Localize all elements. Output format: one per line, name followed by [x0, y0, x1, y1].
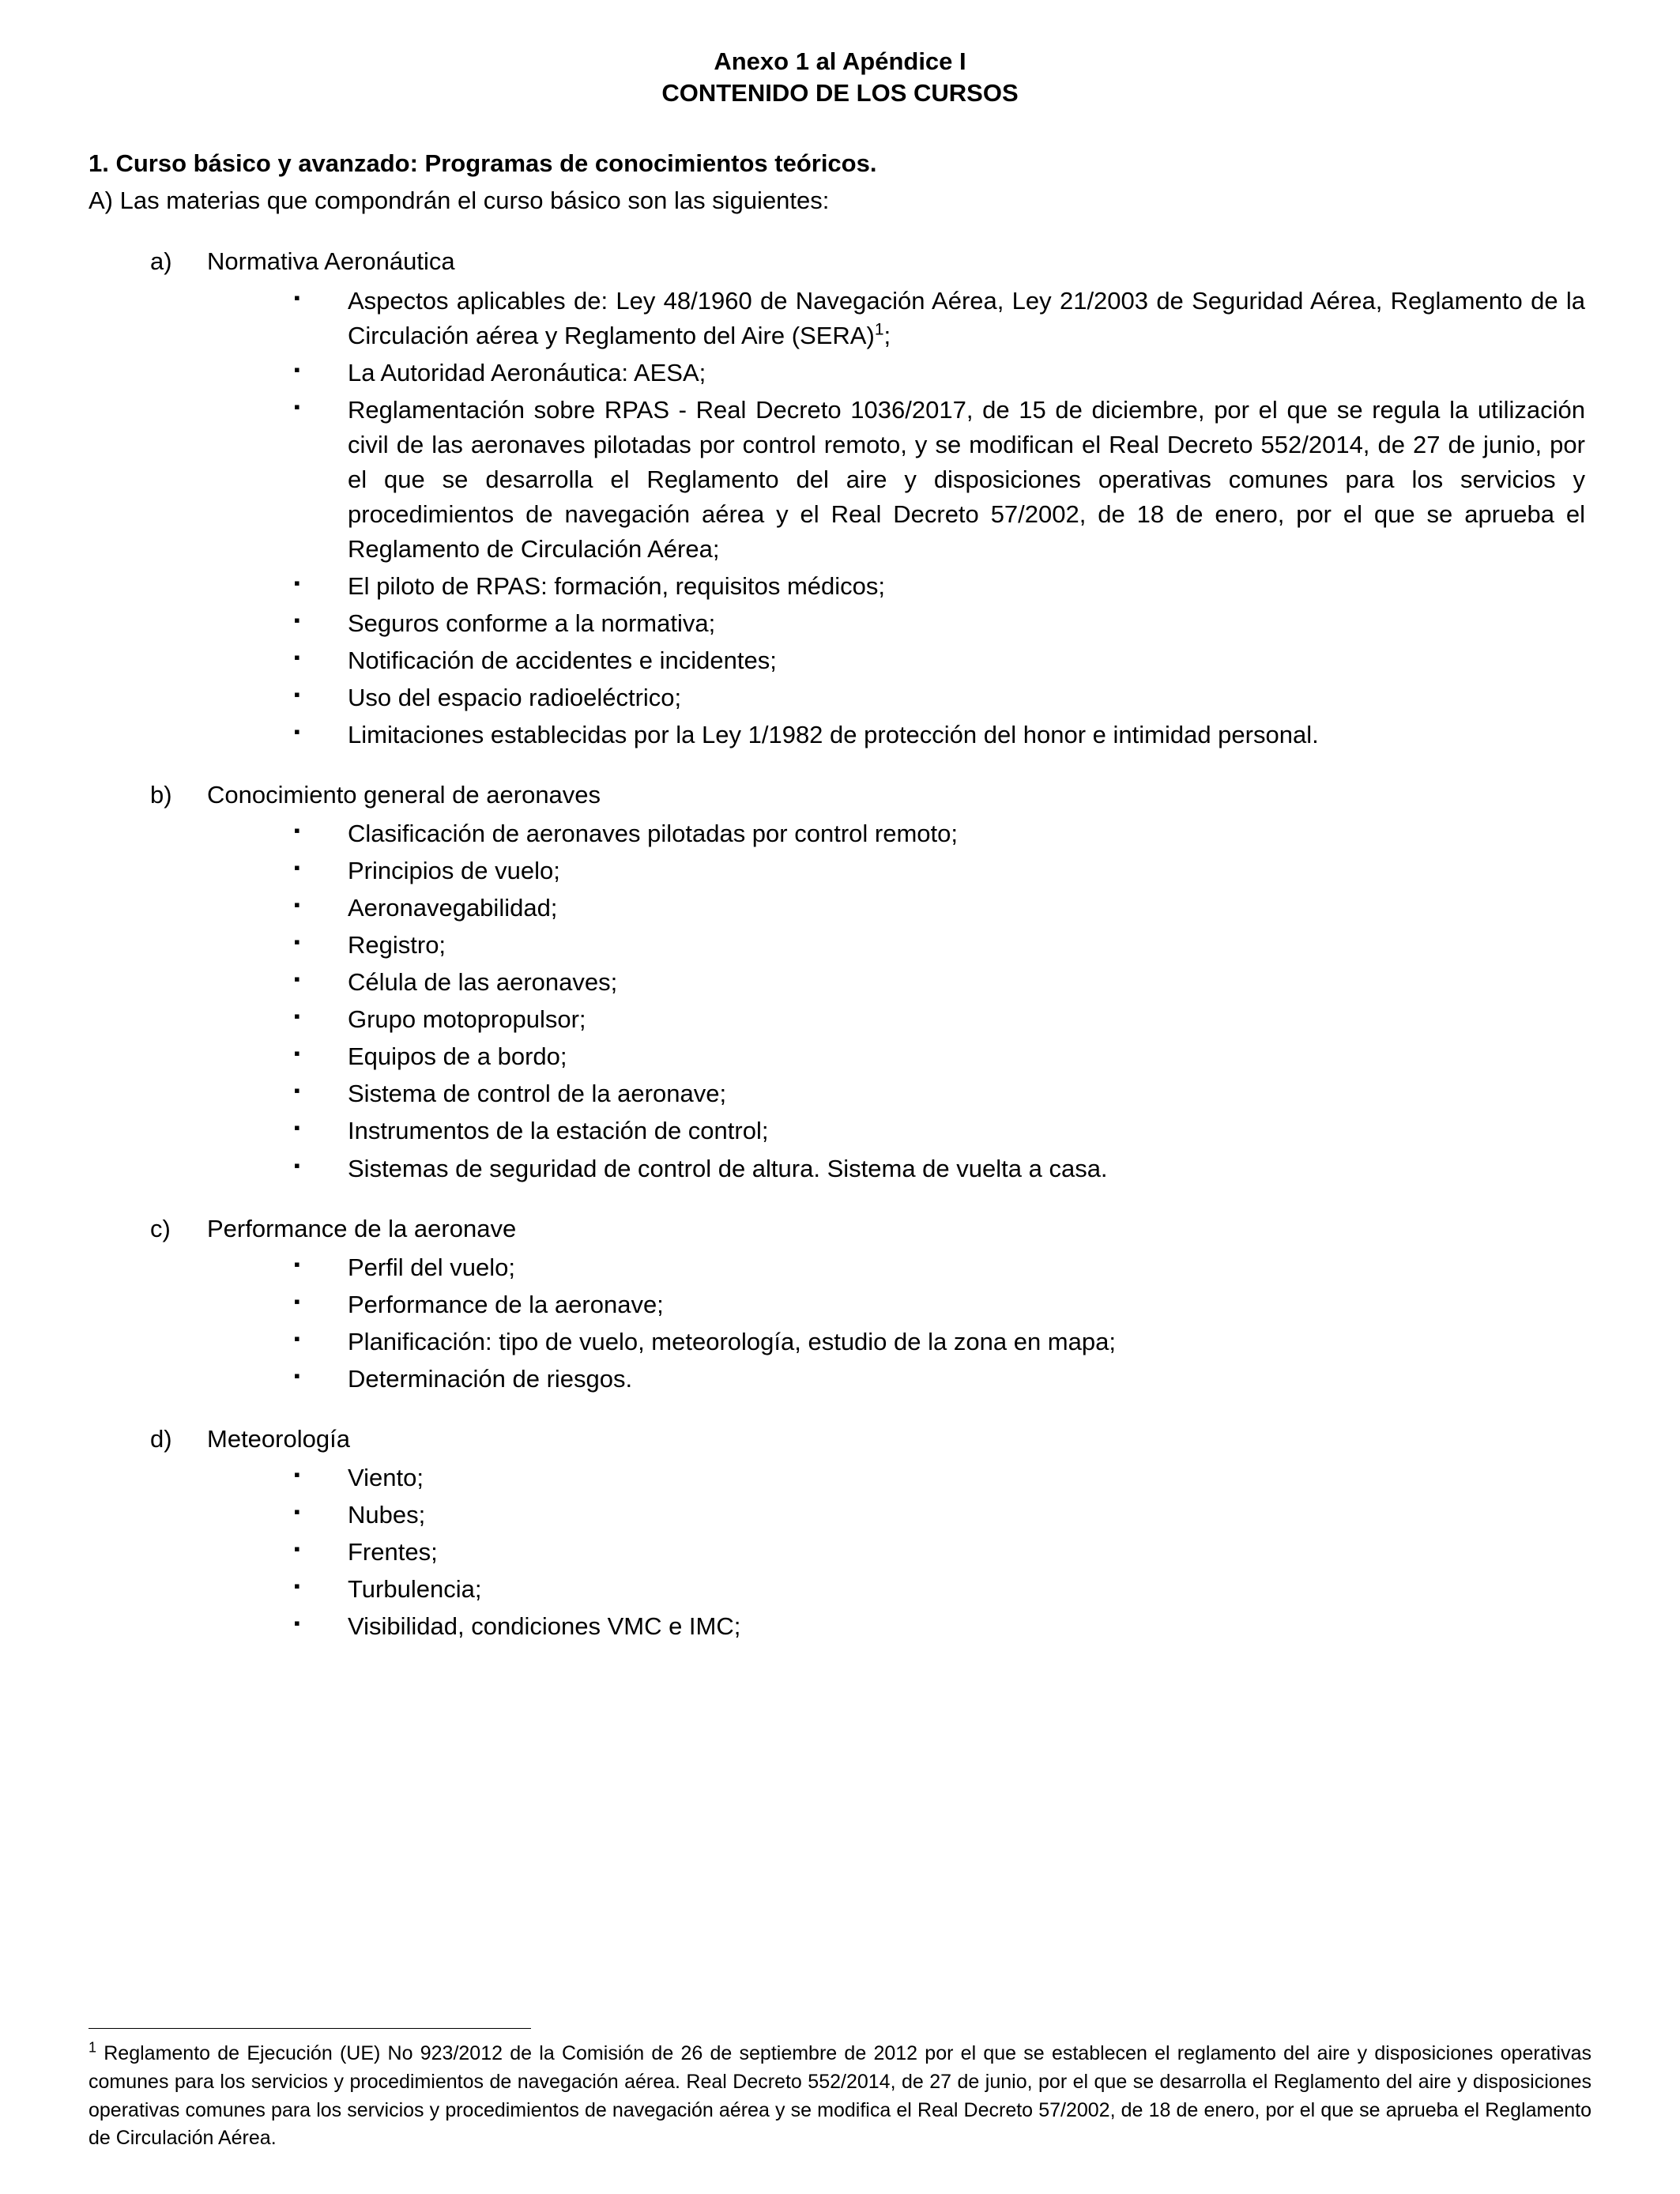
group-title: Meteorología	[207, 1424, 350, 1453]
bullet-square-icon: ▪	[294, 647, 300, 667]
bullet-text: Sistema de control de la aeronave;	[348, 1080, 727, 1108]
footnote-reference: 1	[874, 320, 884, 339]
content-group	[89, 1422, 1591, 1644]
bullet-text	[348, 284, 1591, 353]
bullet-square-icon: ▪	[294, 396, 300, 417]
bullet-text: Registro;	[348, 931, 446, 959]
group-title: Conocimiento general de aeronaves	[207, 780, 601, 809]
bullet-item	[89, 718, 1591, 752]
bullet-text: Principios de vuelo;	[348, 857, 560, 885]
bullet-square-icon: ▪	[294, 684, 300, 704]
bullet-item	[89, 1461, 1591, 1495]
bullet-text-main: Aspectos aplicables de: Ley 48/1960 de Navegación Aérea, Ley 21/2003 de Seguridad Aérea, Reglamento de la Circulación aérea y Reglamento del Aire (SERA)	[348, 286, 1585, 349]
bullet-text: Sistemas de seguridad de control de altura. Sistema de vuelta a casa.	[348, 1154, 1108, 1182]
bullet-item	[89, 1152, 1591, 1186]
bullet-square-icon: ▪	[294, 1365, 300, 1385]
bullet-item	[89, 393, 1591, 567]
bullet-item	[89, 284, 1591, 353]
group-heading	[89, 244, 1591, 278]
bullet-item	[89, 1039, 1591, 1074]
bullet-list	[89, 816, 1591, 1186]
bullet-text: Turbulencia;	[348, 1575, 482, 1604]
footnote-body: Reglamento de Ejecución (UE) No 923/2012 de la Comisión de 26 de septiembre de 2012 por el que se establecen el reglamento del aire y disposiciones operativas comunes para los servicios y procedimientos de navegación aérea. Real Decreto 552/2014, de 27 de junio, por el que se desarrolla el Reglamento del aire y disposiciones operativas comunes para los servicios y procedimientos de navegación aérea y se modifica el Real Decreto 57/2002, de 18 de enero, por el que se aprueba el Reglamento de Circulación Aérea.	[89, 2042, 1591, 2150]
group-title: Performance de la aeronave	[207, 1214, 517, 1242]
bullet-text: Performance de la aeronave;	[348, 1290, 664, 1318]
content-group	[89, 1212, 1591, 1397]
footnote-separator	[89, 2028, 531, 2029]
bullet-text: Visibilidad, condiciones VMC e IMC;	[348, 1612, 741, 1641]
bullet-item	[89, 928, 1591, 963]
bullet-text: Determinación de riesgos.	[348, 1364, 633, 1393]
content-group	[89, 778, 1591, 1186]
bullet-text: Nubes;	[348, 1501, 426, 1529]
bullet-square-icon: ▪	[294, 1043, 300, 1064]
bullet-item	[89, 1498, 1591, 1532]
document-title	[89, 46, 1591, 110]
bullet-item	[89, 1114, 1591, 1148]
bullet-item	[89, 1002, 1591, 1037]
group-title: Normativa Aeronáutica	[207, 247, 455, 276]
bullet-square-icon: ▪	[294, 1539, 300, 1559]
bullet-text: Viento;	[348, 1464, 424, 1492]
bullet-item	[89, 1609, 1591, 1644]
bullet-text: Célula de las aeronaves;	[348, 968, 618, 997]
bullet-square-icon: ▪	[294, 721, 300, 741]
bullet-text-tail: ;	[883, 321, 891, 349]
bullet-square-icon: ▪	[294, 969, 300, 990]
group-label: c)	[150, 1214, 171, 1242]
title-line-2: CONTENIDO DE LOS CURSOS	[661, 79, 1019, 107]
bullet-square-icon: ▪	[294, 1328, 300, 1348]
bullet-list	[89, 1461, 1591, 1644]
bullet-square-icon: ▪	[294, 359, 300, 379]
bullet-text: Seguros conforme a la normativa;	[348, 609, 716, 637]
bullet-square-icon: ▪	[294, 1155, 300, 1175]
bullet-text: Instrumentos de la estación de control;	[348, 1117, 769, 1145]
bullet-list	[89, 284, 1591, 752]
bullet-item	[89, 891, 1591, 925]
bullet-text: Equipos de a bordo;	[348, 1042, 567, 1071]
bullet-text: Uso del espacio radioeléctrico;	[348, 683, 682, 711]
bullet-square-icon: ▪	[294, 1465, 300, 1485]
bullet-text: La Autoridad Aeronáutica: AESA;	[348, 358, 706, 386]
bullet-text: Planificación: tipo de vuelo, meteorología, estudio de la zona en mapa;	[348, 1327, 1116, 1355]
group-heading	[89, 1422, 1591, 1456]
group-label: b)	[150, 780, 172, 809]
bullet-square-icon: ▪	[294, 1613, 300, 1634]
group-heading	[89, 778, 1591, 812]
bullet-square-icon: ▪	[294, 1291, 300, 1311]
bullet-text: Aeronavegabilidad;	[348, 894, 558, 922]
bullet-item	[89, 1325, 1591, 1359]
bullet-text: Grupo motopropulsor;	[348, 1005, 586, 1034]
footnote-text	[89, 2040, 1591, 2153]
bullet-text: Clasificación de aeronaves pilotadas por control remoto;	[348, 820, 958, 848]
bullet-item	[89, 965, 1591, 1000]
bullet-square-icon: ▪	[294, 1006, 300, 1027]
bullet-text: Reglamentación sobre RPAS - Real Decreto 1036/2017, de 15 de diciembre, por el que se regula la utilización civil de las aeronaves pilotadas por control remoto, y se modifican el Real Decreto 552/2014, de 27 de junio, por el que se desarrolla el Reglamento del aire y disposiciones operativas comunes para los servicios y procedimientos de navegación aérea y el Real Decreto 57/2002, de 18 de enero, por el que se aprueba el Reglamento de Circulación Aérea;	[348, 395, 1585, 563]
bullet-item	[89, 1572, 1591, 1607]
bullet-item	[89, 1287, 1591, 1322]
bullet-item	[89, 1535, 1591, 1570]
section-heading: 1. Curso básico y avanzado: Programas de conocimientos teóricos.	[89, 149, 877, 177]
group-heading	[89, 1212, 1591, 1246]
group-label: a)	[150, 247, 172, 276]
section-intro: A) Las materias que compondrán el curso básico son las siguientes:	[89, 186, 830, 214]
bullet-text: Frentes;	[348, 1538, 438, 1566]
bullet-square-icon: ▪	[294, 1576, 300, 1596]
bullet-square-icon: ▪	[294, 820, 300, 841]
footnote-area	[89, 2028, 1591, 2153]
bullet-list	[89, 1250, 1591, 1397]
bullet-square-icon: ▪	[294, 287, 300, 307]
bullet-item	[89, 1250, 1591, 1285]
bullet-item	[89, 680, 1591, 715]
bullet-square-icon: ▪	[294, 858, 300, 878]
bullet-square-icon: ▪	[294, 1118, 300, 1138]
bullet-square-icon: ▪	[294, 609, 300, 630]
content-groups	[89, 244, 1591, 1644]
group-label: d)	[150, 1424, 172, 1453]
footnote-marker: 1	[89, 2039, 97, 2056]
bullet-text: Limitaciones establecidas por la Ley 1/1982 de protección del honor e intimidad personal.	[348, 720, 1319, 748]
bullet-text: Notificación de accidentes e incidentes;	[348, 646, 777, 674]
bullet-square-icon: ▪	[294, 572, 300, 593]
bullet-square-icon: ▪	[294, 1080, 300, 1101]
bullet-square-icon: ▪	[294, 932, 300, 952]
bullet-item	[89, 854, 1591, 888]
bullet-square-icon: ▪	[294, 1253, 300, 1274]
bullet-item	[89, 606, 1591, 641]
bullet-item	[89, 569, 1591, 604]
bullet-square-icon: ▪	[294, 1502, 300, 1522]
bullet-item	[89, 1362, 1591, 1397]
bullet-square-icon: ▪	[294, 895, 300, 915]
bullet-text: El piloto de RPAS: formación, requisitos médicos;	[348, 571, 886, 600]
bullet-text: Perfil del vuelo;	[348, 1253, 515, 1281]
bullet-item	[89, 1076, 1591, 1111]
bullet-item	[89, 816, 1591, 851]
title-line-1: Anexo 1 al Apéndice I	[714, 47, 966, 75]
bullet-item	[89, 356, 1591, 390]
bullet-item	[89, 643, 1591, 678]
content-group	[89, 244, 1591, 752]
